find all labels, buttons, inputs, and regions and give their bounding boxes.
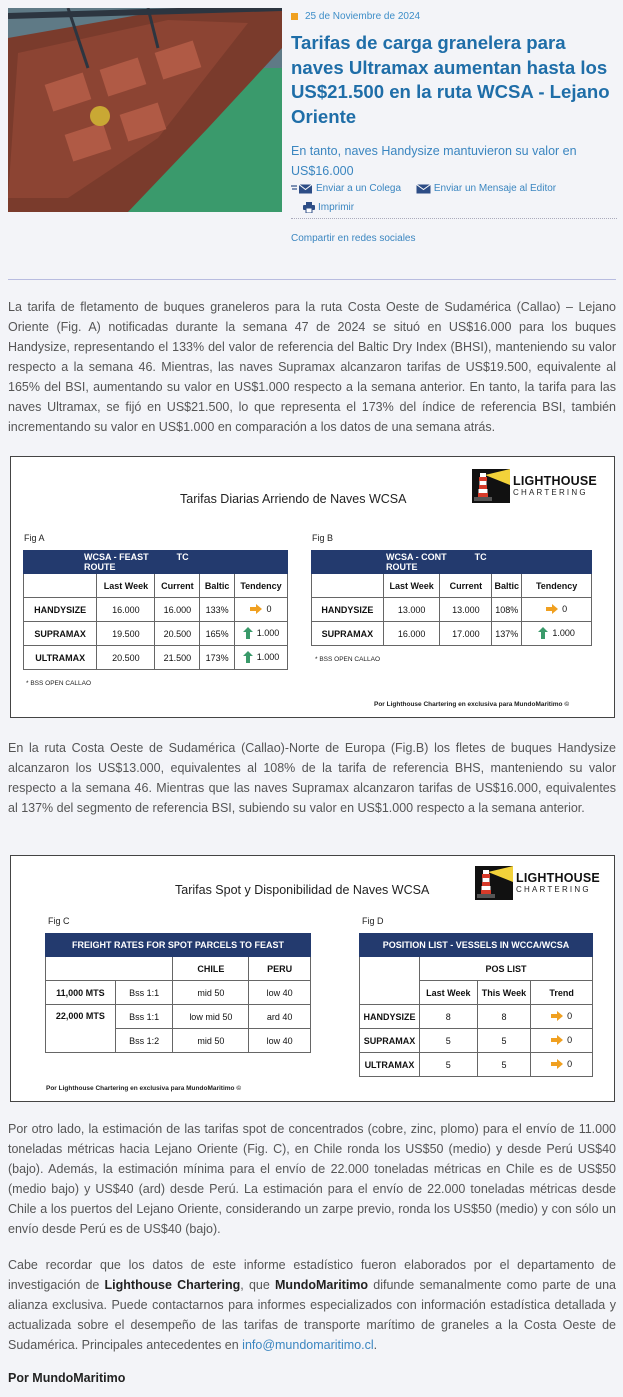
col-header: CHILE bbox=[173, 957, 249, 981]
article-paragraph-1: La tarifa de fletamento de buques graneleros para la ruta Costa Oeste de Sudamérica (Callao) – Lejano Oriente (Fig. A) notificadas durante la semana 47 de 2024 se situó en US$16.000 para los buques Handysize, representando el 133% del valor de referencia del Baltic Dry Index (BHSI), manteniendo su valor respecto a la semana 46. Mientras, las naves Supramax alcanzaron tarifas de US$19.500, equivalente al 165% del BSI, aumentando su valor en US$1.000 respecto a la semana anterior. En tanto, la tarifa para las naves Ultramax, se fijó en US$21.500, lo que representa el 173% del índice de referencia BSI, también incrementando su valor en US$1.000 en comparación a los datos de una semana atrás. bbox=[8, 300, 616, 434]
table-row bbox=[24, 622, 288, 646]
col-header: Last Week bbox=[419, 981, 477, 1005]
table-row bbox=[46, 1005, 311, 1029]
last-week-value: 16.000 bbox=[383, 622, 440, 646]
bss-value: Bss 1:1 bbox=[115, 1005, 173, 1029]
col-header: Tendency bbox=[522, 574, 592, 598]
arrow-right-icon bbox=[551, 1035, 563, 1045]
baltic-value: 133% bbox=[200, 598, 235, 622]
col-header: Last Week bbox=[383, 574, 440, 598]
article-header bbox=[0, 0, 623, 270]
parcel-size: 11,000 MTS bbox=[46, 981, 116, 1005]
lighthouse-name: Lighthouse Chartering bbox=[104, 1278, 241, 1292]
fig-a-label: Fig A bbox=[24, 533, 45, 543]
arrow-up-icon bbox=[538, 627, 548, 639]
vessel-name: SUPRAMAX bbox=[24, 622, 97, 646]
current-value: 16.000 bbox=[155, 598, 200, 622]
tendency-cell: 0 bbox=[234, 598, 287, 622]
fig-a-note: * BSS OPEN CALLAO bbox=[26, 680, 92, 687]
parcel-size: 22,000 MTS bbox=[46, 1005, 116, 1053]
send-colleague-link[interactable] bbox=[291, 183, 401, 194]
send-editor-label: Enviar un Mensaje al Editor bbox=[433, 183, 557, 194]
article-meta bbox=[291, 9, 616, 181]
trend-cell: 0 bbox=[531, 1053, 593, 1077]
col-header: This Week bbox=[477, 981, 531, 1005]
arrow-right-icon bbox=[546, 604, 558, 614]
tendency-cell: 1.000 bbox=[234, 646, 287, 670]
table-row bbox=[46, 981, 311, 1005]
col-header: PERU bbox=[249, 957, 311, 981]
current-value: 17.000 bbox=[440, 622, 492, 646]
envelope-icon bbox=[291, 184, 313, 194]
fig-a-table bbox=[23, 550, 288, 670]
col-header: Tendency bbox=[234, 574, 287, 598]
peru-rate: ard 40 bbox=[249, 1005, 311, 1029]
chile-rate: low mid 50 bbox=[173, 1005, 249, 1029]
fig-b-label: Fig B bbox=[312, 533, 334, 543]
table-row bbox=[312, 622, 592, 646]
col-header: Current bbox=[155, 574, 200, 598]
last-week-value: 8 bbox=[419, 1005, 477, 1029]
fig-b-table bbox=[311, 550, 592, 646]
arrow-right-icon bbox=[250, 604, 262, 614]
arrow-right-icon bbox=[551, 1011, 563, 1021]
fig-d-corner bbox=[360, 957, 420, 1005]
logo-line-2: CHARTERING bbox=[513, 487, 588, 497]
arrow-up-icon bbox=[243, 651, 253, 663]
fig-d-label: Fig D bbox=[362, 916, 384, 926]
this-week-value: 5 bbox=[477, 1053, 531, 1077]
lighthouse-icon bbox=[472, 469, 510, 503]
print-label: Imprimir bbox=[318, 202, 355, 213]
last-week-value: 20.500 bbox=[97, 646, 155, 670]
logo-line-1: LIGHTHOUSE bbox=[516, 870, 600, 885]
last-week-value: 5 bbox=[419, 1029, 477, 1053]
vessel-name: SUPRAMAX bbox=[360, 1029, 420, 1053]
envelope-icon bbox=[416, 184, 431, 194]
fig-d-table bbox=[359, 933, 593, 1077]
article-byline: Por MundoMaritimo bbox=[8, 1371, 126, 1385]
bss-value: Bss 1:1 bbox=[115, 981, 173, 1005]
vessel-name: HANDYSIZE bbox=[312, 598, 384, 622]
fig-c-corner bbox=[46, 957, 173, 981]
peru-rate: low 40 bbox=[249, 981, 311, 1005]
last-week-value: 16.000 bbox=[97, 598, 155, 622]
vessel-name: HANDYSIZE bbox=[24, 598, 97, 622]
figure-credit: Por Lighthouse Chartering en exclusiva para MundoMaritimo © bbox=[46, 1085, 242, 1092]
this-week-value: 5 bbox=[477, 1029, 531, 1053]
last-week-value: 19.500 bbox=[97, 622, 155, 646]
date-row bbox=[291, 9, 616, 23]
logo-line-1: LIGHTHOUSE bbox=[513, 473, 597, 488]
fig-d-head: POSITION LIST - VESSELS IN WCCA/WCSA bbox=[360, 934, 593, 957]
figure-daily-rates bbox=[10, 456, 615, 718]
fig-b-note: * BSS OPEN CALLAO bbox=[315, 656, 381, 663]
fig-b-head-left: WCSA - CONT TC ROUTE bbox=[312, 551, 492, 574]
print-link[interactable] bbox=[303, 202, 354, 213]
table-row bbox=[360, 1053, 593, 1077]
figure-credit: Por Lighthouse Chartering en exclusiva para MundoMaritimo © bbox=[374, 701, 570, 708]
figure-spot-rates bbox=[10, 855, 615, 1102]
figure-title: Tarifas Spot y Disponibilidad de Naves WCSA bbox=[175, 883, 430, 897]
article-actions bbox=[291, 183, 617, 213]
send-colleague-label: Enviar a un Colega bbox=[316, 183, 402, 194]
article-subtitle: En tanto, naves Handysize mantuvieron su valor en US$16.000 bbox=[291, 144, 577, 178]
tendency-cell: 1.000 bbox=[522, 622, 592, 646]
arrow-right-icon bbox=[551, 1059, 563, 1069]
fig-a-corner bbox=[24, 574, 97, 598]
lighthouse-icon bbox=[475, 866, 513, 900]
last-week-value: 13.000 bbox=[383, 598, 440, 622]
fig-a-head-fill bbox=[200, 551, 288, 574]
bss-value: Bss 1:2 bbox=[115, 1029, 173, 1053]
table-row bbox=[312, 598, 592, 622]
vessel-name: HANDYSIZE bbox=[360, 1005, 420, 1029]
current-value: 13.000 bbox=[440, 598, 492, 622]
figure-title: Tarifas Diarias Arriendo de Naves WCSA bbox=[180, 492, 407, 506]
col-header: Current bbox=[440, 574, 492, 598]
tendency-cell: 0 bbox=[522, 598, 592, 622]
pos-list-header: POS LIST bbox=[419, 957, 592, 981]
col-header: Last Week bbox=[97, 574, 155, 598]
chile-rate: mid 50 bbox=[173, 981, 249, 1005]
article-paragraph-2: En la ruta Costa Oeste de Sudamérica (Callao)-Norte de Europa (Fig.B) los fletes de buques Handysize alcanzaron los US$13.000, equivalentes al 108% de la tarifa de referencia BHS, manteniendo su valor respecto a la semana 46. Mientras que las naves Supramax alcanzaron tarifas de US$16.000, equivalentes al 137% del segmento de referencia BSI, subiendo su valor en US$1.000 respecto a la semana anterior. bbox=[8, 741, 616, 815]
table-row bbox=[24, 646, 288, 670]
article-title: Tarifas de carga granelera para naves Ultramax aumentan hasta los US$21.500 en la ruta WCSA - Lejano Oriente bbox=[291, 32, 610, 127]
col-header: Baltic bbox=[200, 574, 235, 598]
chile-rate: mid 50 bbox=[173, 1029, 249, 1053]
article-photo bbox=[8, 8, 282, 212]
fig-b-corner bbox=[312, 574, 384, 598]
this-week-value: 8 bbox=[477, 1005, 531, 1029]
tendency-cell: 1.000 bbox=[234, 622, 287, 646]
current-value: 20.500 bbox=[155, 622, 200, 646]
baltic-value: 165% bbox=[200, 622, 235, 646]
article-paragraph-3: Por otro lado, la estimación de las tarifas spot de concentrados (cobre, zinc, plomo) para el envío de 11.000 toneladas métricas hacia Lejano Oriente (Fig. C), en Chile ronda los US$50 (medio) y desde Perú US$40 (bajo). Además, la estimación mínima para el envío de 22.000 toneladas métricas en Chile es de US$50 (medio bajo) y US$40 (ard) desde Perú. La estimación para el envío de 22.000 toneladas métricas desde Chile a los puertos del Lejano Oriente, considerando un zarpe previo, ronda los US$50 (medio) y con sólo un envío desde Perú es de US$40 (bajo). bbox=[8, 1122, 616, 1236]
share-link[interactable]: Compartir en redes sociales bbox=[291, 233, 416, 244]
col-header: Baltic bbox=[492, 574, 522, 598]
fig-c-table bbox=[45, 933, 311, 1053]
table-row bbox=[360, 1005, 593, 1029]
current-value: 21.500 bbox=[155, 646, 200, 670]
trend-cell: 0 bbox=[531, 1029, 593, 1053]
fig-a-head-left: WCSA - FEAST TC ROUTE bbox=[24, 551, 200, 574]
baltic-value: 173% bbox=[200, 646, 235, 670]
vessel-name: ULTRAMAX bbox=[360, 1053, 420, 1077]
col-header: Trend bbox=[531, 981, 593, 1005]
last-week-value: 5 bbox=[419, 1053, 477, 1077]
article-paragraph-4: Cabe recordar que los datos de este informe estadístico fueron elaborados por el departamento de investigación de Lighthouse Chartering, que MundoMaritimo difunde semanalmente como parte de una alianza exclusiva. Puede contactarnos para informes especializados con información estadística detallada y actualizada sobre el desempeño de las tarifas de transporte marítimo de graneles a la Costa Oeste de Sudamérica. Principales antecedentes en info@mundomaritimo.cl. bbox=[8, 1258, 617, 1352]
fig-c-head: FREIGHT RATES FOR SPOT PARCELS TO FEAST bbox=[46, 934, 311, 957]
table-row bbox=[360, 1029, 593, 1053]
arrow-up-icon bbox=[243, 627, 253, 639]
article-date: 25 de Noviembre de 2024 bbox=[305, 10, 421, 22]
header-divider bbox=[8, 279, 616, 280]
meta-divider bbox=[291, 218, 617, 219]
lighthouse-logo bbox=[475, 866, 600, 900]
vessel-name: ULTRAMAX bbox=[24, 646, 97, 670]
mundomaritimo-name: MundoMaritimo bbox=[275, 1278, 369, 1292]
date-marker-icon bbox=[291, 13, 298, 20]
fig-b-head-fill bbox=[492, 551, 592, 574]
table-row bbox=[24, 598, 288, 622]
baltic-value: 137% bbox=[492, 622, 522, 646]
send-editor-link[interactable] bbox=[416, 183, 556, 194]
lighthouse-logo bbox=[472, 469, 597, 503]
logo-line-2: CHARTERING bbox=[516, 884, 591, 894]
trend-cell: 0 bbox=[531, 1005, 593, 1029]
fig-c-label: Fig C bbox=[48, 916, 70, 926]
peru-rate: low 40 bbox=[249, 1029, 311, 1053]
contact-email-link[interactable]: info@mundomaritimo.cl bbox=[242, 1338, 374, 1352]
baltic-value: 108% bbox=[492, 598, 522, 622]
vessel-name: SUPRAMAX bbox=[312, 622, 384, 646]
printer-icon bbox=[303, 202, 315, 213]
